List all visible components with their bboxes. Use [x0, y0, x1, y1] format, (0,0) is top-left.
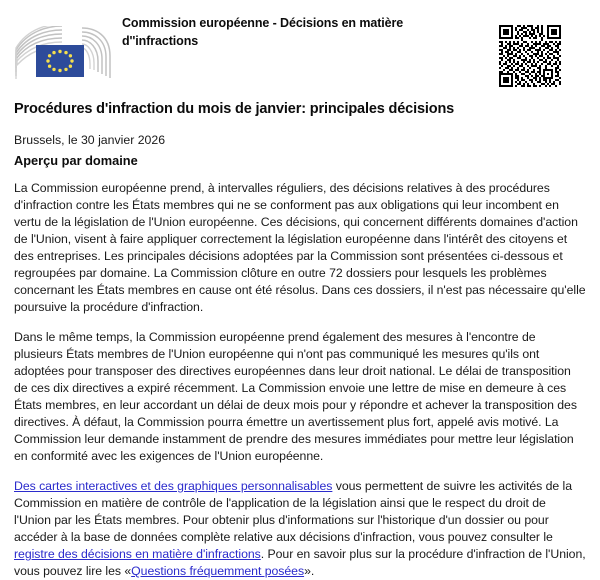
paragraph-overview: La Commission européenne prend, à intervalles réguliers, des décisions relatives à des procédures d'infraction contre les États membres qui ne se conforment pas aux obligations qui leur incombent en vertu de la législation de l'Union européenne. Ces décisions, qui concernent différents domaines d'action de l'Union, visent à faire appliquer correctement la législation européenne dans l'intérêt des citoyens et des entreprises. Les principales décisions adoptées par la Commission sont présentées ci-dessous et regroupées par domaine. La Commission clôture en outre 72 dossiers pour lesquels les problèmes concernant les États membres en cause ont été résolus. Dans ces dossiers, il n'est pas nécessaire qu'elle poursuive la procédure d'infraction.: [14, 180, 586, 314]
page-header: [0, 0, 600, 100]
european-commission-logo-icon: [14, 26, 114, 88]
link-infringement-decisions-register[interactable]: registre des décisions en matière d'infractions: [14, 547, 261, 562]
paragraph-resources: [14, 478, 586, 580]
header-title: Commission européenne - Décisions en matière d''infractions: [122, 16, 404, 49]
section-heading-overview: Aperçu par domaine: [14, 153, 138, 169]
paragraph-transposition: Dans le même temps, la Commission européenne prend également des mesures à l'encontre de plusieurs États membres de l'Union européenne qui n'ont pas communiqué les mesures qu'ils ont adoptées pour transposer des directives européennes dans leur droit national. Le délai de transposition de ces dix directives a expiré récemment. La Commission envoie une lettre de mise en demeure à ces États membres, en leur accordant un délai de deux mois pour y répondre et achever la transposition des directives. À défaut, la Commission pourra émettre un avertissement plus fort, appelé avis motivé. La Commission leur demande instamment de prendre des mesures immédiates pour mettre leur législation en conformité avec les exigences de l'Union européenne.: [14, 329, 577, 463]
qr-code-icon: [497, 23, 563, 89]
link-interactive-maps[interactable]: Des cartes interactives et des graphiques personnalisables: [14, 478, 333, 493]
link-frequently-asked-questions[interactable]: Questions fréquemment posées: [131, 564, 305, 579]
page-title: Procédures d'infraction du mois de janvier: principales décisions: [14, 101, 455, 117]
resources-text-1: vous permettent de suivre les activités de la Commission en matière de contrôle de l'application de la législation ainsi que le respect du droit de l'Union par les États membres. Pour obtenir plus d'informations sur l'historique d'un dossier ou pour accéder à la base de données complète relative aux décisions d'infraction, vous pouvez consulter le: [14, 478, 573, 544]
document-body: [0, 100, 600, 580]
resources-text-2: . Pour en savoir plus sur la procédure d'infraction de l'Union, vous pouvez lire les «: [14, 547, 586, 579]
dateline: Brussels, le 30 janvier 2026: [14, 132, 166, 147]
resources-text-3: ».: [304, 564, 315, 579]
